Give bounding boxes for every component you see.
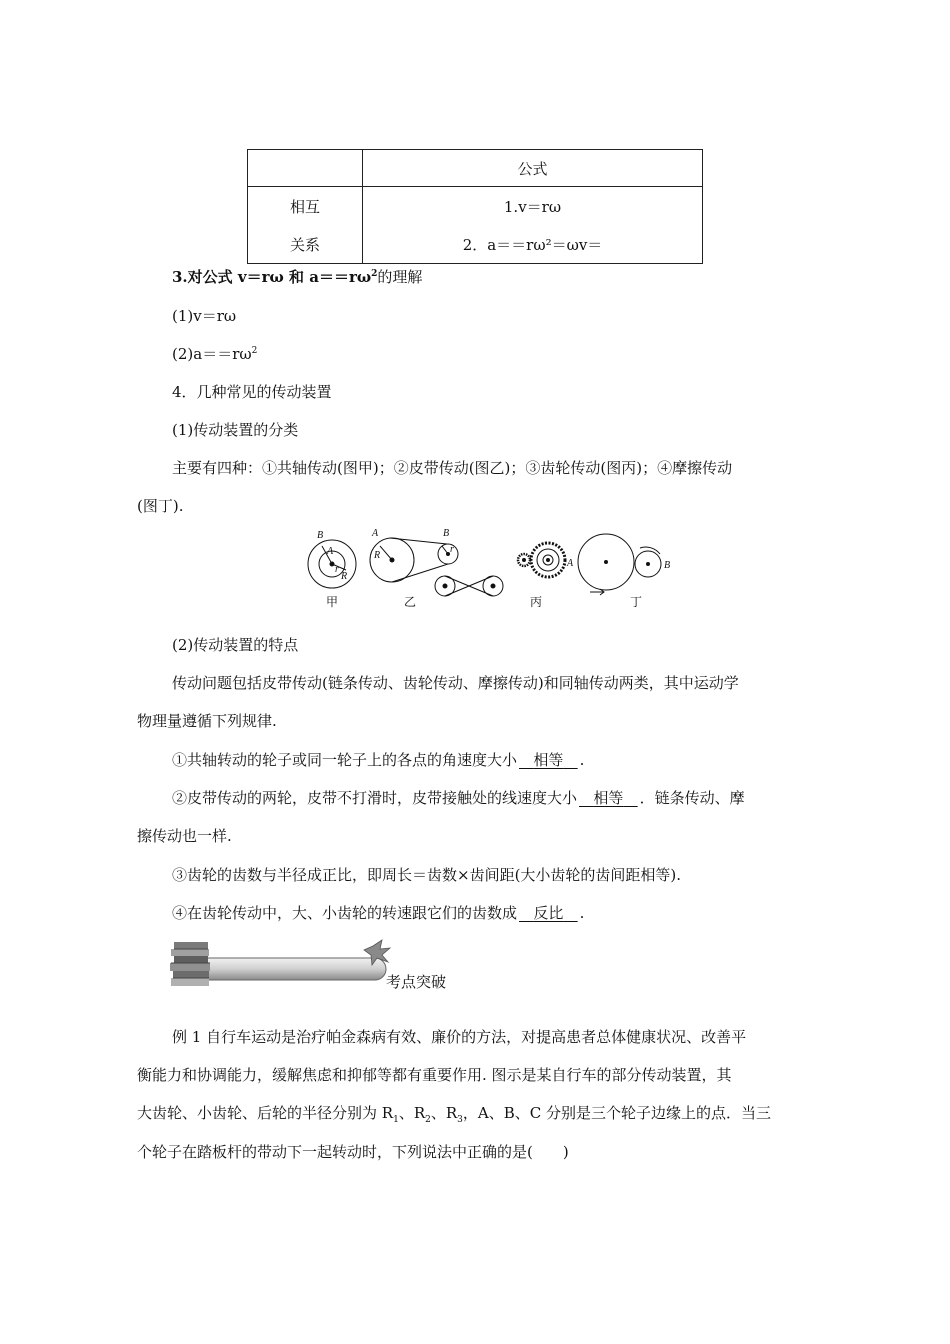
example-sub2: 2 <box>425 1115 431 1125</box>
rule-1-text: ①共轴转动的轮子或同一轮子上的各点的角速度大小 <box>172 751 518 769</box>
example-sub1: 1 <box>393 1115 399 1125</box>
formula-table <box>247 149 703 264</box>
rule-4 <box>172 902 584 923</box>
formula-line1: 1.v＝rω <box>503 197 562 216</box>
section4-sub1: (1)传动装置的分类 <box>172 421 299 439</box>
figure-bing <box>518 543 565 577</box>
example-line3-a: 大齿轮、小齿轮、后轮的半径分别为 R <box>137 1104 394 1122</box>
rule-2-line2: 擦传动也一样. <box>137 827 232 845</box>
row-label-line1: 相互 <box>289 197 320 216</box>
rule-4-answer: 反比 <box>533 904 564 922</box>
table-row-label <box>248 187 363 264</box>
figure-label-jia: 甲 <box>326 595 339 609</box>
section3-number: 3. <box>172 268 188 286</box>
ding-point-a: A <box>567 558 574 569</box>
figure-jia <box>308 530 356 588</box>
example-line3-d: ，A、B、C 分别是三个轮子边缘上的点．当三 <box>462 1104 771 1122</box>
rule-4-text: ④在齿轮传动中，大、小齿轮的转速跟它们的齿数成 <box>172 904 518 922</box>
example-line1: 例 1 自行车运动是治疗帕金森病有效、廉价的方法，对提高患者总体健康状况、改善平 <box>172 1028 747 1046</box>
table-row-formulas <box>363 187 703 264</box>
section3-heading-suffix: 的理解 <box>377 268 423 286</box>
figure-label-bing: 丙 <box>530 595 543 609</box>
jia-radius-r: r <box>335 564 339 575</box>
section4-heading: 4．几种常见的传动装置 <box>172 383 332 401</box>
jia-point-b: B <box>317 530 324 541</box>
rule-1-answer: 相等 <box>533 751 564 769</box>
section3-item2 <box>172 343 257 364</box>
features-intro-line2: 物理量遵循下列规律. <box>137 712 277 730</box>
row-label-line2: 关系 <box>289 235 320 254</box>
yi-point-b: B <box>443 528 450 539</box>
rule-1-end: . <box>579 751 585 769</box>
yi-radius-r: r <box>450 544 454 555</box>
example-sub3: 3 <box>457 1115 463 1125</box>
rule-2-answer: 相等 <box>593 789 624 807</box>
rule-2-text: ②皮带传动的两轮，皮带不打滑时，皮带接触处的线速度大小 <box>172 789 578 807</box>
section3-heading-sup: 2 <box>371 269 378 279</box>
formula-line2: 2．a＝＝rω²＝ωv＝ <box>462 235 603 254</box>
table-header-empty <box>248 150 363 187</box>
figure-yi <box>370 528 503 596</box>
section3-heading <box>172 266 422 287</box>
section-banner <box>168 938 468 1000</box>
example-line3 <box>137 1102 771 1125</box>
example-line3-c: 、R <box>430 1104 458 1122</box>
example-line4: 个轮子在踏板杆的带动下一起转动时，下列说法中正确的是( ) <box>137 1143 569 1161</box>
example-line2: 衡能力和协调能力，缓解焦虑和抑郁等都有重要作用. 图示是某自行车的部分传动装置，其 <box>137 1066 732 1084</box>
section3-item2-text: (2)a＝＝rω <box>172 345 252 363</box>
figure-label-ding: 丁 <box>630 595 643 609</box>
ding-point-b: B <box>664 560 671 571</box>
rule-2-end: ．链条传动、摩 <box>639 789 745 807</box>
transmission-figure <box>300 524 690 610</box>
yi-radius-R: R <box>374 550 381 561</box>
rule-1 <box>172 749 584 770</box>
section3-item2-sup: 2 <box>251 346 258 356</box>
figure-label-yi: 乙 <box>404 595 417 609</box>
features-intro-line1: 传动问题包括皮带传动(链条传动、齿轮传动、摩擦传动)和同轴传动两类，其中运动学 <box>172 674 739 692</box>
rule-4-end: . <box>579 904 585 922</box>
classification-line2: (图丁). <box>137 497 184 515</box>
section3-item1: (1)v＝rω <box>172 307 237 325</box>
section4-sub2: (2)传动装置的特点 <box>172 636 299 654</box>
figure-ding <box>566 534 670 595</box>
rule-2 <box>172 787 745 808</box>
rule-3: ③齿轮的齿数与半径成正比，即周长＝齿数×齿间距(大小齿轮的齿间距相等). <box>172 866 682 884</box>
section-banner-title: 考点突破 <box>386 973 447 991</box>
example-line3-b: 、R <box>398 1104 426 1122</box>
table-header-formula: 公式 <box>363 150 703 187</box>
classification-line1: 主要有四种：①共轴传动(图甲)；②皮带传动(图乙)；③齿轮传动(图丙)；④摩擦传动 <box>172 459 733 477</box>
jia-point-a: A <box>327 546 334 557</box>
section3-heading-text: 对公式 v＝rω 和 a＝＝rω <box>187 268 372 286</box>
jia-radius-R: R <box>341 571 348 582</box>
yi-point-a: A <box>372 528 379 539</box>
